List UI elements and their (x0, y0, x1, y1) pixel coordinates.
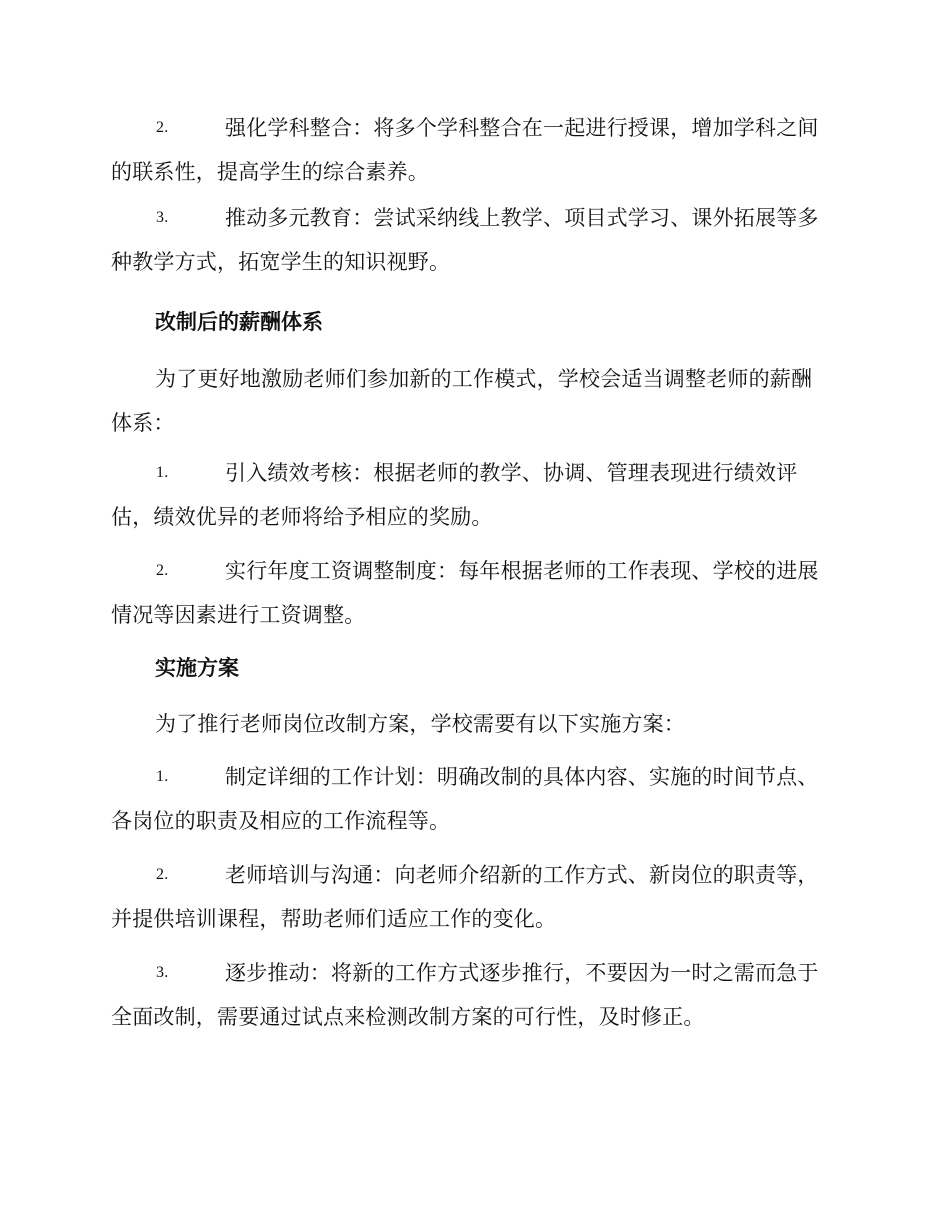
list-item (111, 451, 833, 539)
list-item (111, 853, 833, 941)
list-number: 2. (156, 866, 169, 883)
paragraph-plan-intro: 为了推行老师岗位改制方案，学校需要有以下实施方案： (155, 712, 685, 736)
list-item (111, 106, 833, 194)
list-number: 2. (156, 562, 169, 579)
list-text: 制定详细的工作计划：明确改制的具体内容、实施的时间节点、各岗位的职责及相应的工作流程等。 (111, 765, 819, 833)
list-text: 推动多元教育：尝试采纳线上教学、项目式学习、课外拓展等多种教学方式，拓宽学生的知识视野。 (111, 206, 819, 274)
list-number: 3. (156, 209, 169, 226)
list-text: 实行年度工资调整制度：每年根据老师的工作表现、学校的进展情况等因素进行工资调整。 (111, 559, 819, 627)
list-number: 2. (156, 119, 169, 136)
list-number: 3. (156, 964, 169, 981)
section-heading-salary: 改制后的薪酬体系 (155, 310, 323, 334)
list-text: 引入绩效考核：根据老师的教学、协调、管理表现进行绩效评估，绩效优异的老师将给予相应的奖励。 (111, 461, 798, 529)
list-text: 逐步推动：将新的工作方式逐步推行，不要因为一时之需而急于全面改制，需要通过试点来检测改制方案的可行性，及时修正。 (111, 961, 819, 1029)
list-text: 老师培训与沟通：向老师介绍新的工作方式、新岗位的职责等，并提供培训课程，帮助老师们适应工作的变化。 (111, 863, 819, 931)
list-item (111, 951, 833, 1039)
list-text: 强化学科整合：将多个学科整合在一起进行授课，增加学科之间的联系性，提高学生的综合素养。 (111, 116, 819, 184)
list-item (111, 549, 833, 637)
list-number: 1. (156, 768, 169, 785)
paragraph-salary-intro: 为了更好地激励老师们参加新的工作模式，学校会适当调整老师的薪酬体系： (111, 367, 813, 435)
list-item (111, 196, 833, 284)
section-heading-plan: 实施方案 (155, 656, 239, 680)
list-item (111, 755, 833, 843)
list-number: 1. (156, 464, 169, 481)
